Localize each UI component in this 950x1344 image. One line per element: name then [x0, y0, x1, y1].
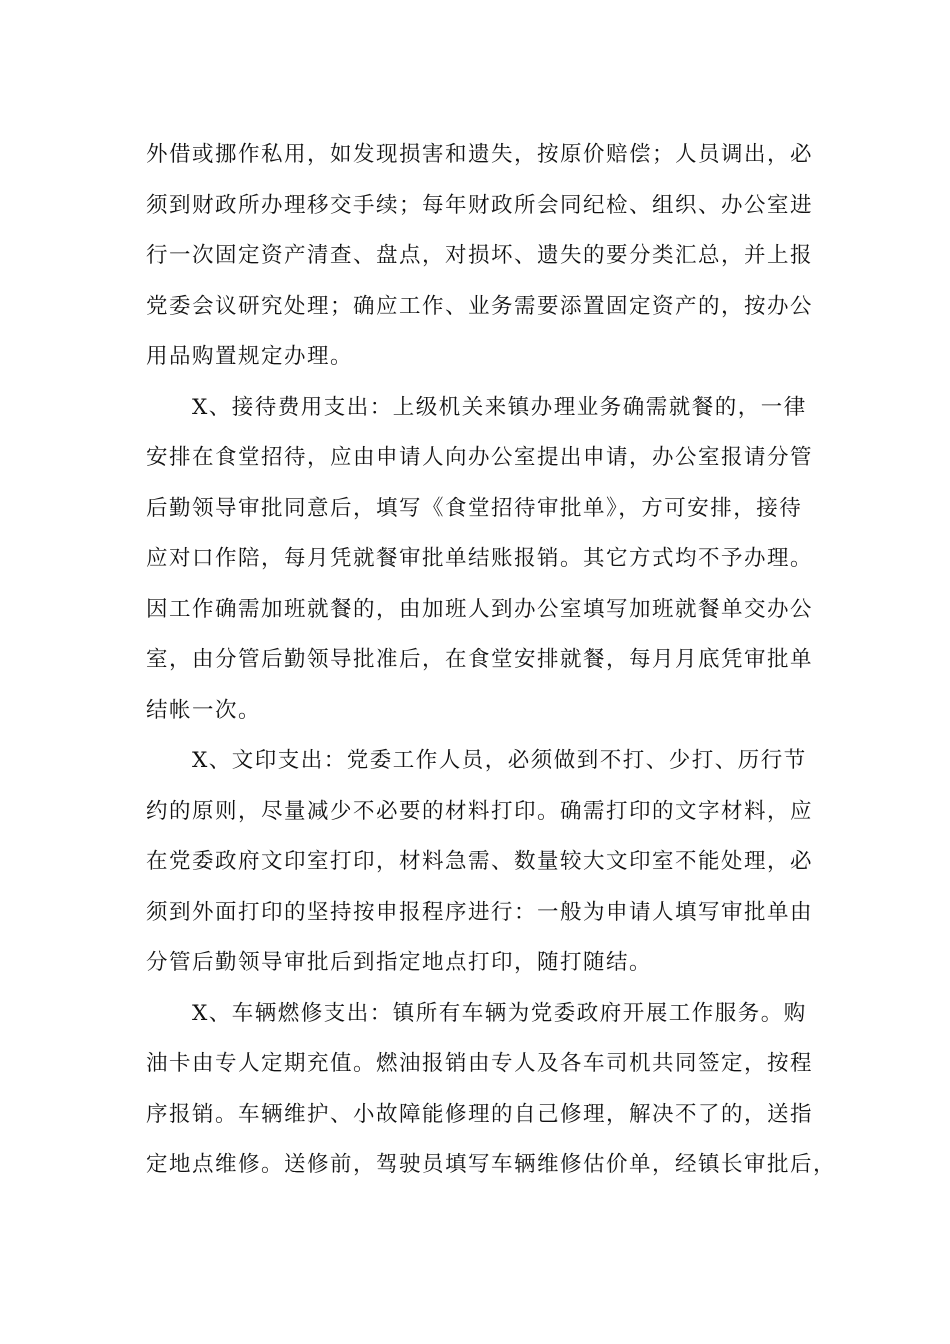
text-line: 安排在食堂招待，应由申请人向办公室提出申请，办公室报请分管 [146, 445, 814, 470]
text-line: 室，由分管后勤领导批准后，在食堂安排就餐，每月月底凭审批单 [146, 647, 814, 672]
text-line: 分管后勤领导审批后到指定地点打印，随打随结。 [146, 950, 653, 975]
text-line: 外借或挪作私用，如发现损害和遗失，按原价赔偿；人员调出，必 [146, 142, 814, 167]
text-line: 行一次固定资产清查、盘点，对损坏、遗失的要分类汇总，并上报 [146, 243, 814, 268]
text-line: 须到财政所办理移交手续；每年财政所会同纪检、组织、办公室进 [146, 192, 814, 218]
paragraph-heading-line: X、接待费用支出：上级机关来镇办理业务确需就餐的，一律 [146, 394, 807, 420]
text-line: 应对口作陪，每月凭就餐审批单结账报销。其它方式均不予办理。 [146, 546, 814, 571]
paragraph-heading-line: X、文印支出：党委工作人员，必须做到不打、少打、历行节 [146, 748, 807, 773]
text-line: 后勤领导审批同意后，填写《食堂招待审批单》，方可安排，接待 [146, 495, 803, 521]
paragraph-heading-line: X、车辆燃修支出：镇所有车辆为党委政府开展工作服务。购 [146, 1000, 807, 1026]
text-line: 在党委政府文印室打印，材料急需、数量较大文印室不能处理，必 [146, 849, 814, 874]
text-line: 用品购置规定办理。 [146, 344, 354, 369]
text-line: 结帐一次。 [146, 697, 262, 723]
text-line: 党委会议研究处理；确应工作、业务需要添置固定资产的，按办公 [146, 293, 814, 319]
text-line: 油卡由专人定期充值。燃油报销由专人及各车司机共同签定，按程 [146, 1051, 814, 1076]
text-line: 约的原则，尽量减少不必要的材料打印。确需打印的文字材料，应 [146, 798, 814, 824]
text-line: 定地点维修。送修前，驾驶员填写车辆维修估价单，经镇长审批后， [146, 1152, 837, 1177]
document-body [146, 130, 837, 1191]
text-line: 序报销。车辆维护、小故障能修理的自己修理，解决不了的，送指 [146, 1101, 814, 1127]
text-line: 因工作确需加班就餐的，由加班人到办公室填写加班就餐单交办公 [146, 596, 814, 622]
text-line: 须到外面打印的坚持按申报程序进行：一般为申请人填写审批单由 [146, 899, 814, 925]
